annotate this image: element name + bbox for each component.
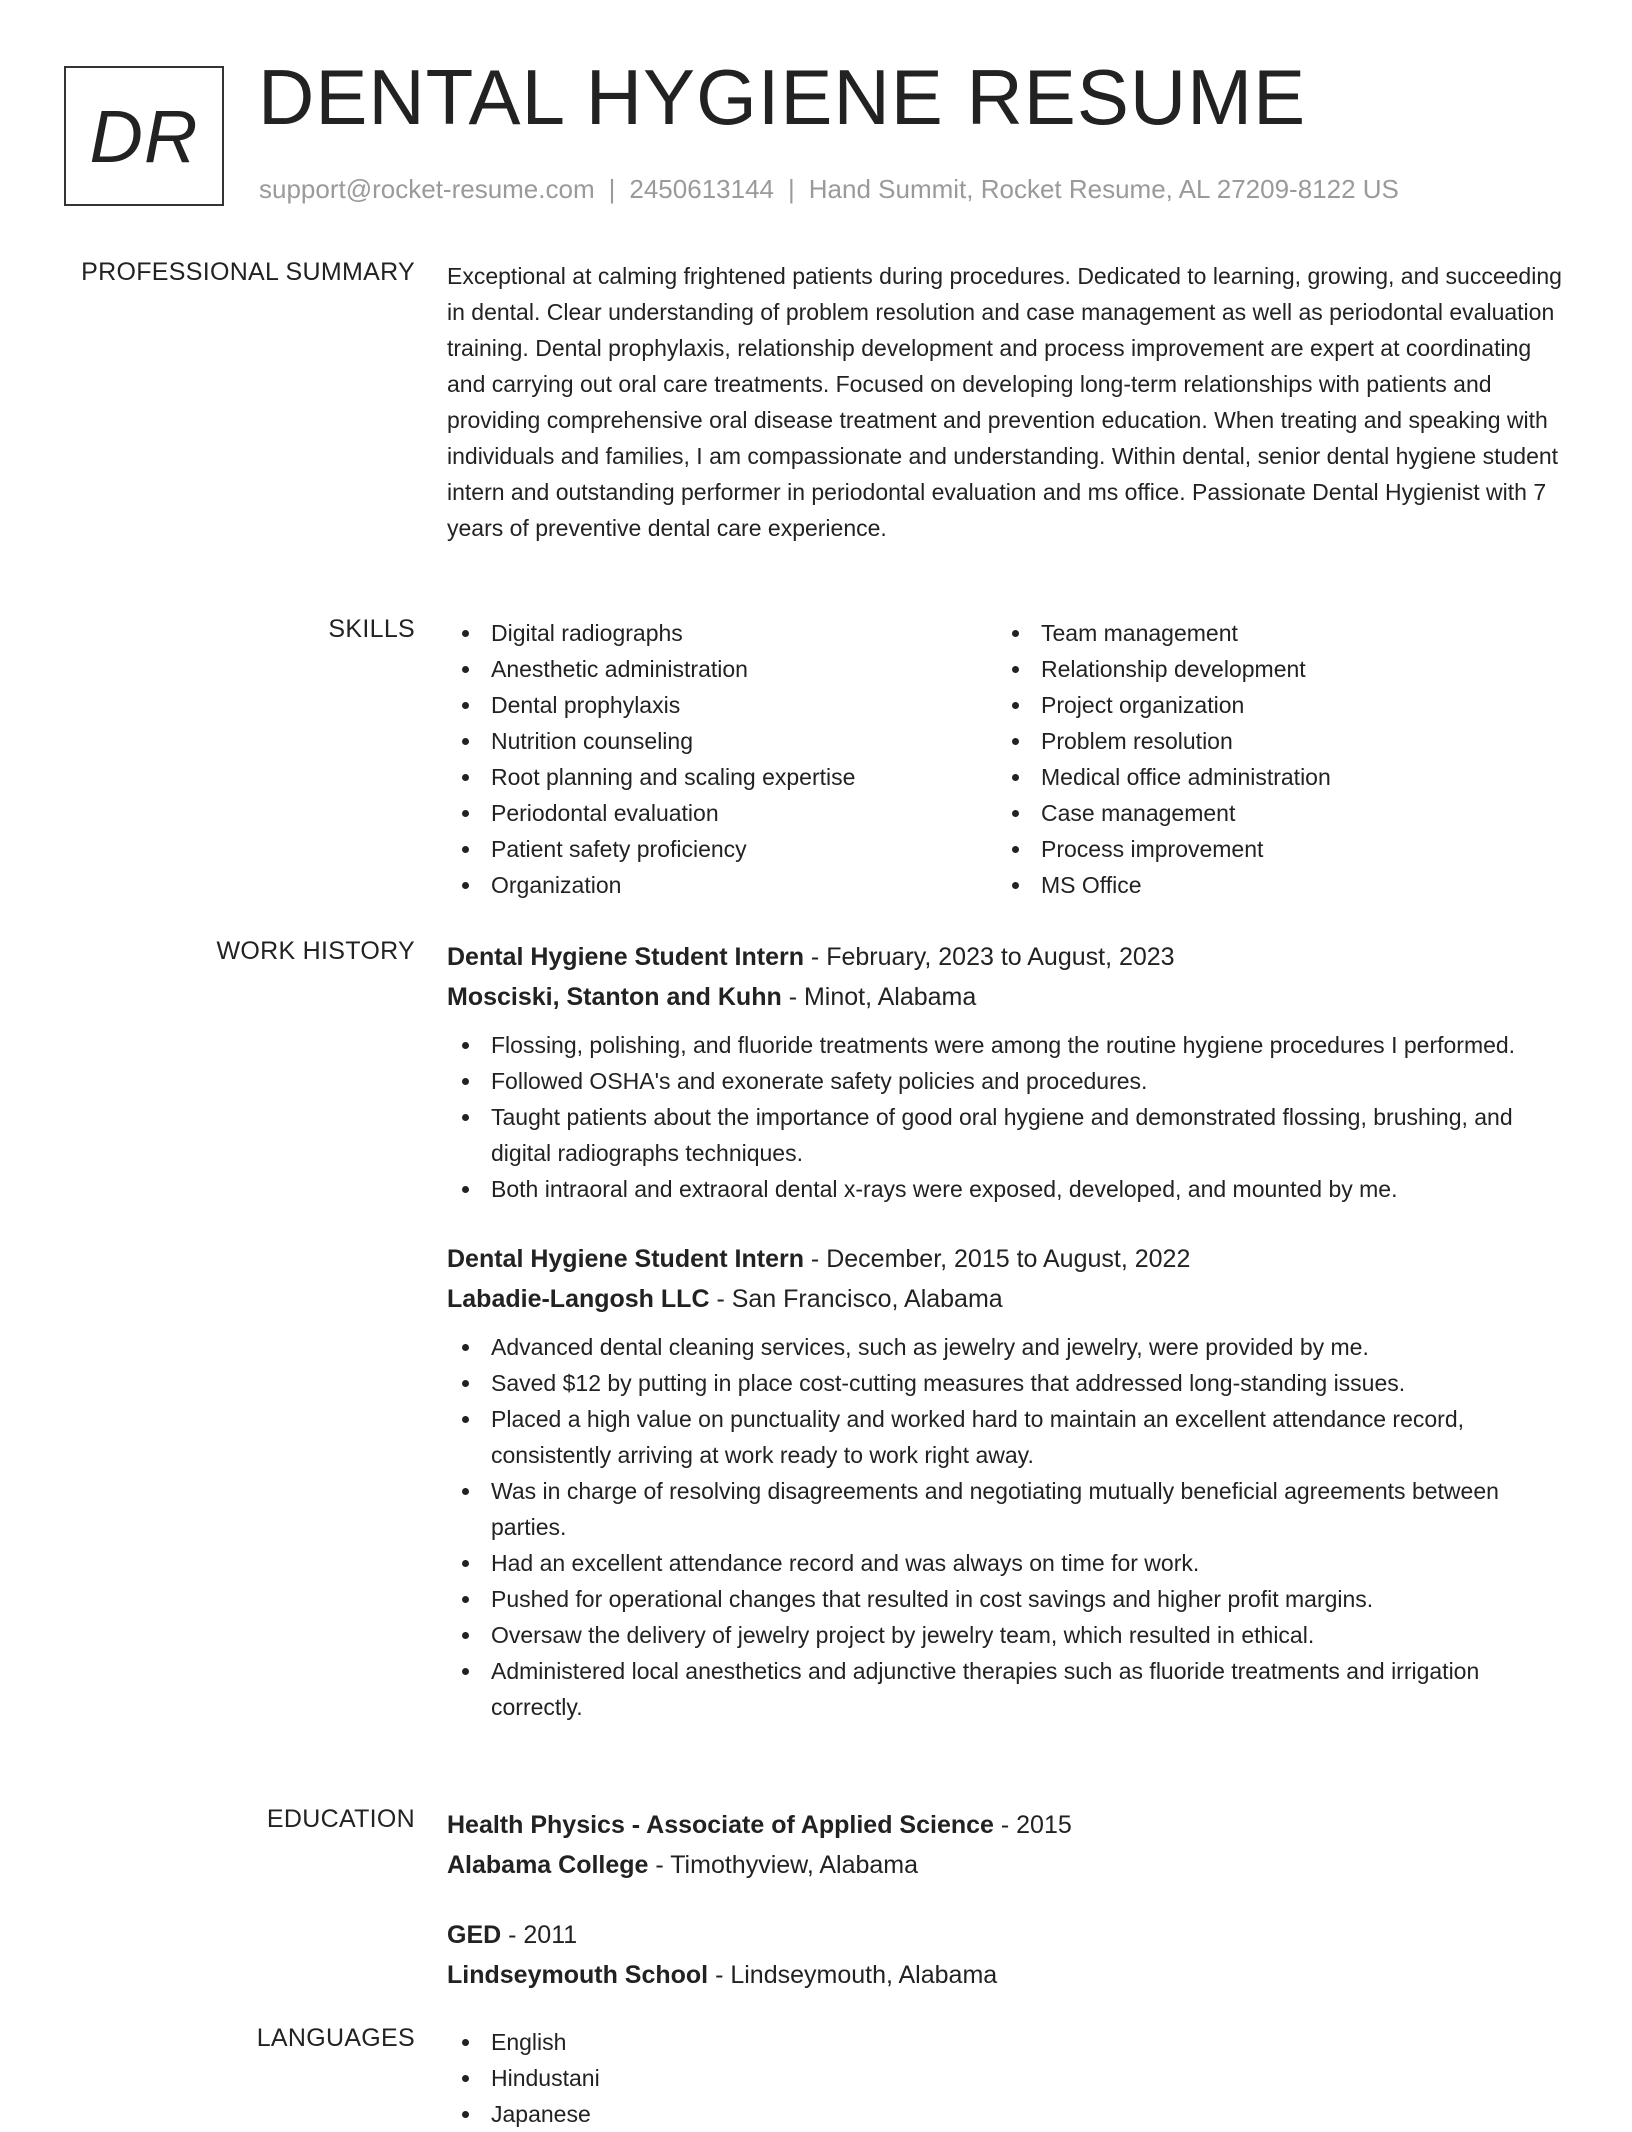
job-location: - San Francisco, Alabama — [709, 1285, 1003, 1313]
job-title: Dental Hygiene Student Intern — [447, 943, 804, 971]
skill-item: Medical office administration — [997, 759, 1547, 795]
skill-item: Periodontal evaluation — [447, 795, 997, 831]
job-company: Mosciski, Stanton and Kuhn — [447, 983, 782, 1011]
contact-line — [259, 174, 1399, 205]
education-school-line — [447, 1845, 1567, 1885]
education-year: - 2015 — [993, 1811, 1072, 1839]
job-bullet: Was in charge of resolving disagreements and negotiating mutually beneficial agreements between parties. — [447, 1473, 1567, 1545]
skills-list-left — [447, 615, 997, 903]
skill-item: MS Office — [997, 867, 1547, 903]
section-label-skills: SKILLS — [328, 615, 415, 643]
job-company: Labadie-Langosh LLC — [447, 1285, 710, 1313]
skill-item: Process improvement — [997, 831, 1547, 867]
skill-item: Project organization — [997, 687, 1547, 723]
skill-item: Organization — [447, 867, 997, 903]
job-bullet: Pushed for operational changes that resulted in cost savings and higher profit margins. — [447, 1581, 1567, 1617]
skill-item: Digital radiographs — [447, 615, 997, 651]
job-location: - Minot, Alabama — [781, 983, 977, 1011]
section-label-languages: LANGUAGES — [256, 2024, 415, 2052]
education-school: Alabama College — [447, 1851, 649, 1879]
job-bullet: Oversaw the delivery of jewelry project by jewelry team, which resulted in ethical. — [447, 1617, 1567, 1653]
job-company-line — [447, 1279, 1567, 1319]
skill-item: Case management — [997, 795, 1547, 831]
skill-item: Relationship development — [997, 651, 1547, 687]
education-degree-line — [447, 1805, 1567, 1845]
job-bullet: Followed OSHA's and exonerate safety policies and procedures. — [447, 1063, 1567, 1099]
job-bullet: Saved $12 by putting in place cost-cutting measures that addressed long-standing issues. — [447, 1365, 1567, 1401]
job-bullet: Flossing, polishing, and fluoride treatments were among the routine hygiene procedures I performed. — [447, 1027, 1567, 1063]
education-school: Lindseymouth School — [447, 1961, 709, 1989]
section-label-work-history: WORK HISTORY — [216, 937, 415, 965]
job-bullet-list — [447, 1329, 1567, 1725]
education-location: - Lindseymouth, Alabama — [708, 1961, 998, 1989]
summary-text: Exceptional at calming frightened patients during procedures. Dedicated to learning, growing, and succeeding in dental. Clear understanding of problem resolution and case management as well as periodontal evaluation training. Dental prophylaxis, relationship development and process improvement are expert at coordinating and carrying out oral care treatments. Focused on developing long-term relationships with patients and providing comprehensive oral disease treatment and prevention education. When treating and speaking with individuals and families, I am compassionate and understanding. Within dental, senior dental hygiene student intern and outstanding performer in periodontal evaluation and ms office. Passionate Dental Hygienist with 7 years of preventive dental care experience. — [447, 263, 1562, 541]
job-company-line — [447, 977, 1567, 1017]
skill-item: Dental prophylaxis — [447, 687, 997, 723]
resume-title: DENTAL HYGIENE RESUME — [258, 53, 1307, 141]
skill-item: Problem resolution — [997, 723, 1547, 759]
section-label-education: EDUCATION — [266, 1805, 415, 1833]
skills-list-right — [997, 615, 1547, 903]
job-entry — [447, 1239, 1567, 1725]
job-title-line — [447, 1239, 1567, 1279]
language-item: English — [447, 2024, 1567, 2060]
job-bullet: Taught patients about the importance of good oral hygiene and demonstrated flossing, brushing, and digital radiographs techniques. — [447, 1099, 1567, 1171]
job-bullet: Had an excellent attendance record and was always on time for work. — [447, 1545, 1567, 1581]
education-school-line — [447, 1955, 1567, 1995]
contact-separator: | — [788, 174, 795, 204]
job-bullet: Administered local anesthetics and adjunctive therapies such as fluoride treatments and irrigation correctly. — [447, 1653, 1567, 1725]
skill-item: Anesthetic administration — [447, 651, 997, 687]
education-location: - Timothyview, Alabama — [648, 1851, 919, 1879]
contact-email[interactable]: support@rocket-resume.com — [259, 174, 595, 204]
job-bullet: Advanced dental cleaning services, such as jewelry and jewelry, were provided by me. — [447, 1329, 1567, 1365]
education-degree: Health Physics - Associate of Applied Science — [447, 1811, 994, 1839]
job-dates: - December, 2015 to August, 2022 — [803, 1245, 1191, 1273]
education-degree-line — [447, 1915, 1567, 1955]
job-title-line — [447, 937, 1567, 977]
job-entry — [447, 937, 1567, 1207]
skill-item: Nutrition counseling — [447, 723, 997, 759]
languages-list — [447, 2024, 1567, 2132]
job-bullet-list — [447, 1027, 1567, 1207]
skill-item: Patient safety proficiency — [447, 831, 997, 867]
job-title: Dental Hygiene Student Intern — [447, 1245, 804, 1273]
job-bullet: Both intraoral and extraoral dental x-rays were exposed, developed, and mounted by me. — [447, 1171, 1567, 1207]
contact-address: Hand Summit, Rocket Resume, AL 27209-8122 US — [808, 174, 1399, 204]
language-item: Hindustani — [447, 2060, 1567, 2096]
contact-separator: | — [608, 174, 616, 204]
section-label-summary: PROFESSIONAL SUMMARY — [81, 258, 415, 286]
education-entry — [447, 1915, 1567, 1995]
skill-item: Root planning and scaling expertise — [447, 759, 997, 795]
education-degree: GED — [447, 1921, 502, 1949]
language-item: Japanese — [447, 2096, 1567, 2132]
skill-item: Team management — [997, 615, 1547, 651]
job-dates: - February, 2023 to August, 2023 — [803, 943, 1175, 971]
job-bullet: Placed a high value on punctuality and worked hard to maintain an excellent attendance record, consistently arriving at work ready to work right away. — [447, 1401, 1567, 1473]
monogram: DR — [64, 66, 224, 206]
contact-phone[interactable]: 2450613144 — [629, 174, 774, 204]
education-year: - 2011 — [501, 1921, 578, 1949]
education-entry — [447, 1805, 1567, 1885]
